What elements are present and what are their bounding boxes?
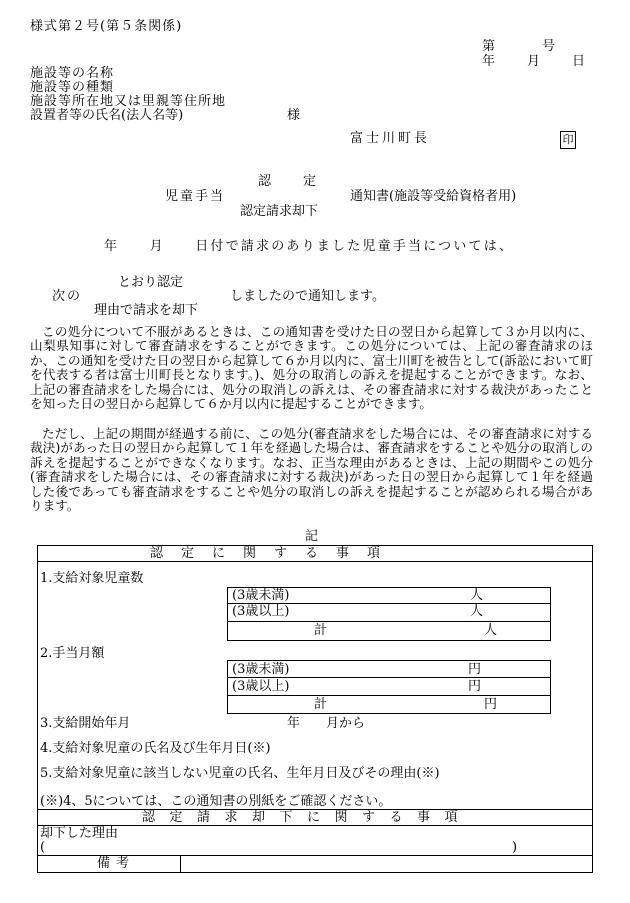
title-main: 児童手当: [165, 189, 226, 204]
count-total-unit: 人: [484, 623, 498, 638]
attachment-note: (※)4、5については、この通知書の別紙をご確認ください。: [40, 794, 392, 809]
rejection-table-header: 認定請求却下に関する事項: [142, 810, 473, 825]
start-month-value: 年 月から: [287, 716, 366, 731]
remarks-label: 備考: [97, 856, 136, 871]
issue-date: 年 月 日: [482, 54, 588, 69]
item-eligible-children: 4.支給対象児童の氏名及び生年月日(※): [40, 741, 271, 756]
amount-total-unit: 円: [484, 697, 498, 712]
title-reject: 認定請求却下: [240, 204, 319, 219]
founder-name-label: 設置者等の氏名(法人名等): [30, 108, 184, 123]
document-number: 第 号: [482, 39, 558, 54]
count-total-label: 計: [314, 623, 328, 638]
facility-address-label: 施設等所在地又は里親等住所地: [30, 94, 227, 109]
item-monthly-amount: 2.手当月額: [40, 646, 105, 661]
under3-label: (3歳未満): [232, 588, 290, 603]
amount-under3-unit: 円: [468, 662, 482, 677]
rejection-reason-open-paren: (: [40, 840, 46, 855]
rejection-reason-label: 却下した理由: [40, 826, 119, 841]
form-number: 様式第２号(第５条関係): [30, 19, 183, 34]
facility-type-label: 施設等の種類: [30, 80, 115, 95]
over3-unit: 人: [470, 604, 484, 619]
decision-approve: とおり認定: [118, 275, 184, 290]
seal-stamp: 印: [560, 131, 576, 149]
appeal-paragraph-1: この処分について不服があるときは、この通知書を受けた日の翌日から起算して３か月以内に、山梨県知事に対して審査請求をすることができます。この処分については、上記の審査請求のほか、この通知を受けた日の翌日から起算して６か月以内に、富士川町を被告として(訴訟において町を代表する者は富士川町長となります。)、処分の取消しの訴えを提起することができます。なお、上記の審査請求をした場合には、処分の取消しの訴えは、その審査請求に対する裁決があったことを知った日の翌日から起算して６か月以内に提起することができます。: [30, 324, 593, 412]
amount-total-label: 計: [314, 697, 328, 712]
rejection-reason-close-paren: ): [512, 840, 518, 855]
claim-line: 年 月 日付で請求のありました児童手当については、: [104, 239, 515, 254]
title-approve: 認 定: [258, 174, 319, 189]
issuer-name: 富士川町長: [350, 131, 431, 146]
facility-name-label: 施設等の名称: [30, 66, 115, 81]
decision-reject: 理由で請求を却下: [94, 303, 199, 318]
honorific: 様: [287, 108, 301, 123]
decision-prefix: 次の: [52, 289, 83, 304]
over3-label: (3歳以上): [232, 604, 290, 619]
appeal-paragraph-2: ただし、上記の期間が経過する前に、この処分(審査請求をした場合には、その審査請求に対する裁決)があった日の翌日から起算して１年を経過した場合は、審査請求をすることや処分の取消しの訴えを提起することができなくなります。なお、正当な理由があるときは、上記の期間やこの処分(審査請求をした場合には、その審査請求に対する裁決)があった日の翌日から起算して１年を経過した後であっても審査請求をすることや処分の取消しの訴えを提起することが認められる場合があります。: [30, 426, 593, 514]
title-suffix: 通知書(施設等受給資格者用): [350, 189, 517, 204]
item-ineligible-children: 5.支給対象児童に該当しない児童の氏名、生年月日及びその理由(※): [40, 766, 440, 781]
ki-mark: 記: [305, 529, 319, 544]
amount-over3-label: (3歳以上): [232, 679, 290, 694]
item-start-month: 3.支給開始年月: [40, 716, 131, 731]
item-child-count: 1.支給対象児童数: [40, 571, 144, 586]
amount-over3-unit: 円: [468, 679, 482, 694]
decision-suffix: しましたので通知します。: [230, 289, 385, 304]
details-table-header: 認定に関する事項: [150, 546, 399, 561]
under3-unit: 人: [470, 588, 484, 603]
amount-under3-label: (3歳未満): [232, 662, 290, 677]
